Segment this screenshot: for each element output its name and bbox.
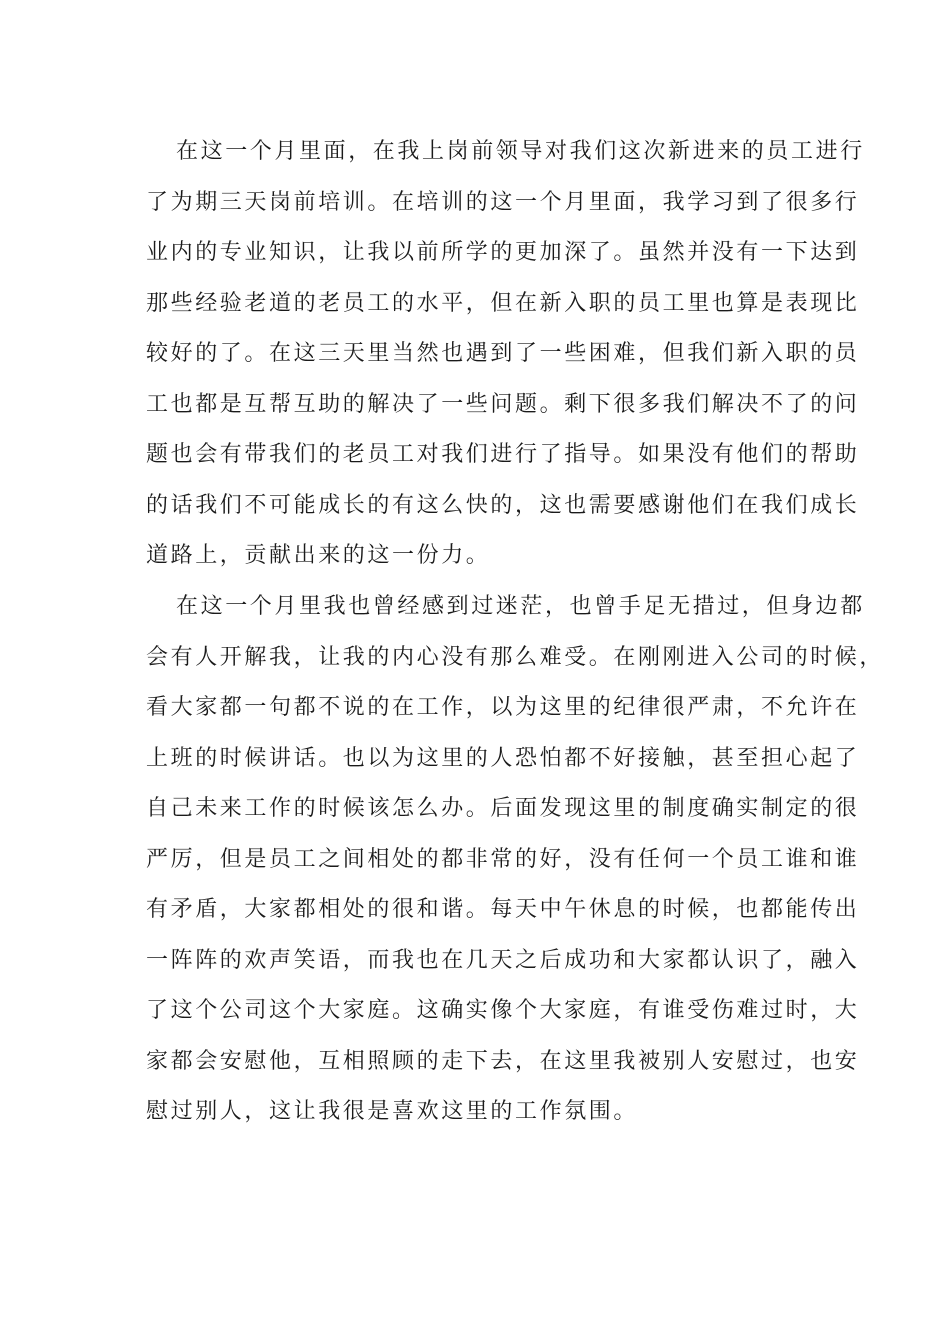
paragraph-line: 有矛盾，大家都相处的很和谐。每天中午休息的时候，也都能传出	[146, 897, 860, 922]
paragraph-line: 看大家都一句都不说的在工作，以为这里的纪律很严肃，不允许在	[146, 695, 860, 720]
paragraph-line: 上班的时候讲话。也以为这里的人恐怕都不好接触，甚至担心起了	[146, 745, 860, 771]
paragraph-line: 道路上，贡献出来的这一份力。	[146, 543, 491, 568]
paragraph-line: 了这个公司这个大家庭。这确实像个大家庭，有谁受伤难过时，大	[146, 998, 860, 1023]
paragraph-line: 了为期三天岗前培训。在培训的这一个月里面，我学习到了很多行	[146, 189, 860, 215]
paragraph-line: 家都会安慰他，互相照顾的走下去，在这里我被别人安慰过，也安	[146, 1048, 860, 1074]
paragraph-line: 的话我们不可能成长的有这么快的，这也需要感谢他们在我们成长	[146, 492, 860, 518]
paragraph-line: 自己未来工作的时候该怎么办。后面发现这里的制度确实制定的很	[146, 796, 860, 821]
paragraph-line: 慰过别人，这让我很是喜欢这里的工作氛围。	[146, 1099, 639, 1124]
paragraph-line: 会有人开解我，让我的内心没有那么难受。在刚刚进入公司的时候，	[146, 644, 885, 670]
paragraph-line: 在这一个月里面，在我上岗前领导对我们这次新进来的员工进行	[176, 139, 865, 164]
paragraph-line: 业内的专业知识，让我以前所学的更加深了。虽然并没有一下达到	[146, 240, 860, 265]
paragraph-line: 那些经验老道的老员工的水平，但在新入职的员工里也算是表现比	[146, 290, 860, 316]
paragraph-2	[146, 582, 885, 1138]
paragraph-line: 较好的了。在这三天里当然也遇到了一些困难，但我们新入职的员	[146, 341, 860, 366]
paragraph-line: 题也会有带我们的老员工对我们进行了指导。如果没有他们的帮助	[146, 442, 860, 467]
paragraph-line: 一阵阵的欢声笑语，而我也在几天之后成功和大家都认识了，融入	[146, 947, 860, 973]
paragraph-line: 在这一个月里我也曾经感到过迷茫，也曾手足无措过，但身边都	[176, 594, 865, 619]
paragraph-line: 工也都是互帮互助的解决了一些问题。剩下很多我们解决不了的问	[146, 391, 860, 417]
paragraph-1	[146, 127, 865, 582]
paragraph-line: 严厉，但是员工之间相处的都非常的好，没有任何一个员工谁和谁	[146, 846, 860, 872]
